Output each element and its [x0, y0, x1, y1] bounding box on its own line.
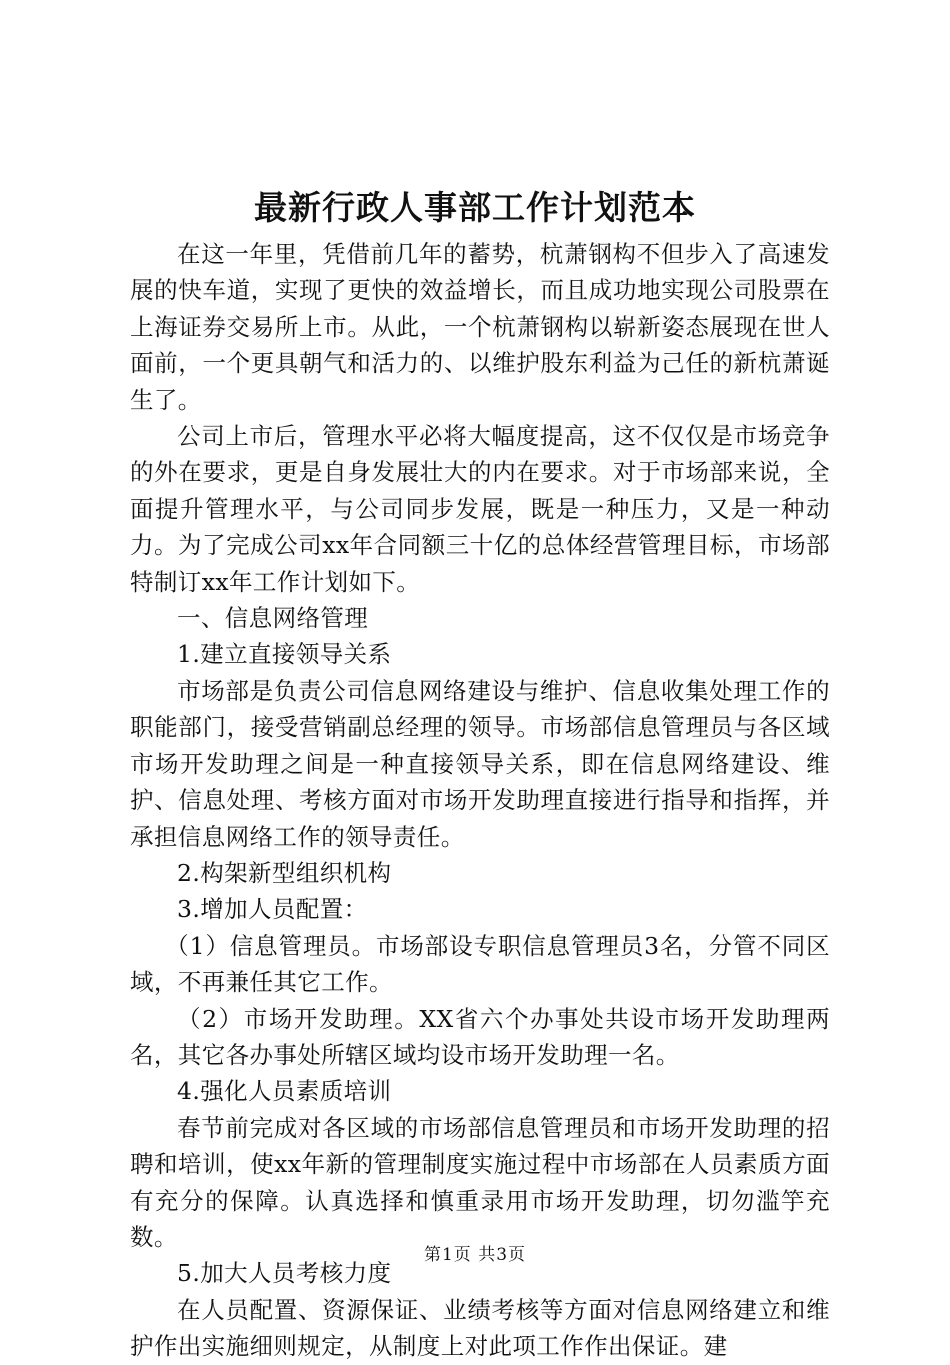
- paragraph-assessment: 在人员配置、资源保证、业绩考核等方面对信息网络建立和维护作出实施细则规定，从制度上对此项工作作出保证。建: [130, 1295, 830, 1361]
- subheading-staffing: 3.增加人员配置：: [177, 895, 368, 924]
- document-body: [130, 236, 830, 1365]
- document-title: 最新行政人事部工作计划范本: [254, 188, 696, 227]
- section-heading-info-network: 一、信息网络管理: [177, 604, 369, 633]
- paragraph-listing-goals: 公司上市后，管理水平必将大幅度提高，这不仅仅是市场竞争的外在要求，更是自身发展壮大的内在要求。对于市场部来说，全面提升管理水平，与公司同步发展，既是一种压力，又是一种动力。为了完成公司xx年合同额三十亿的总体经营管理目标，市场部特制订xx年工作计划如下。: [130, 422, 830, 596]
- page-footer: 第1页 共3页: [423, 1245, 527, 1265]
- paragraph-market-assistant: （2）市场开发助理。XX省六个办事处共设市场开发助理两名，其它各办事处所辖区域均设市场开发助理一名。: [130, 1004, 830, 1069]
- paragraph-info-manager: （1）信息管理员。市场部设专职信息管理员3名，分管不同区域，不再兼任其它工作。: [130, 931, 830, 997]
- subheading-assessment: 5.加大人员考核力度: [177, 1259, 392, 1288]
- paragraph-intro: 在这一年里，凭借前几年的蓄势，杭萧钢构不但步入了高速发展的快车道，实现了更快的效益增长，而且成功地实现公司股票在上海证券交易所上市。从此，一个杭萧钢构以崭新姿态展现在世人面前，一个更具朝气和活力的、以维护股东利益为己任的新杭萧诞生了。: [130, 240, 830, 414]
- paragraph-training: 春节前完成对各区域的市场部信息管理员和市场开发助理的招聘和培训，使xx年新的管理制度实施过程中市场部在人员素质方面有充分的保障。认真选择和慎重录用市场开发助理，切勿滥竽充数。: [130, 1113, 830, 1251]
- subheading-training: 4.强化人员素质培训: [177, 1077, 392, 1106]
- subheading-organization: 2.构架新型组织机构: [177, 858, 392, 887]
- paragraph-leadership: 市场部是负责公司信息网络建设与维护、信息收集处理工作的职能部门，接受营销副总经理的领导。市场部信息管理员与各区域市场开发助理之间是一种直接领导关系，即在信息网络建设、维护、信息处理、考核方面对市场开发助理直接进行指导和指挥，并承担信息网络工作的领导责任。: [130, 676, 830, 851]
- subheading-leadership: 1.建立直接领导关系: [177, 640, 392, 669]
